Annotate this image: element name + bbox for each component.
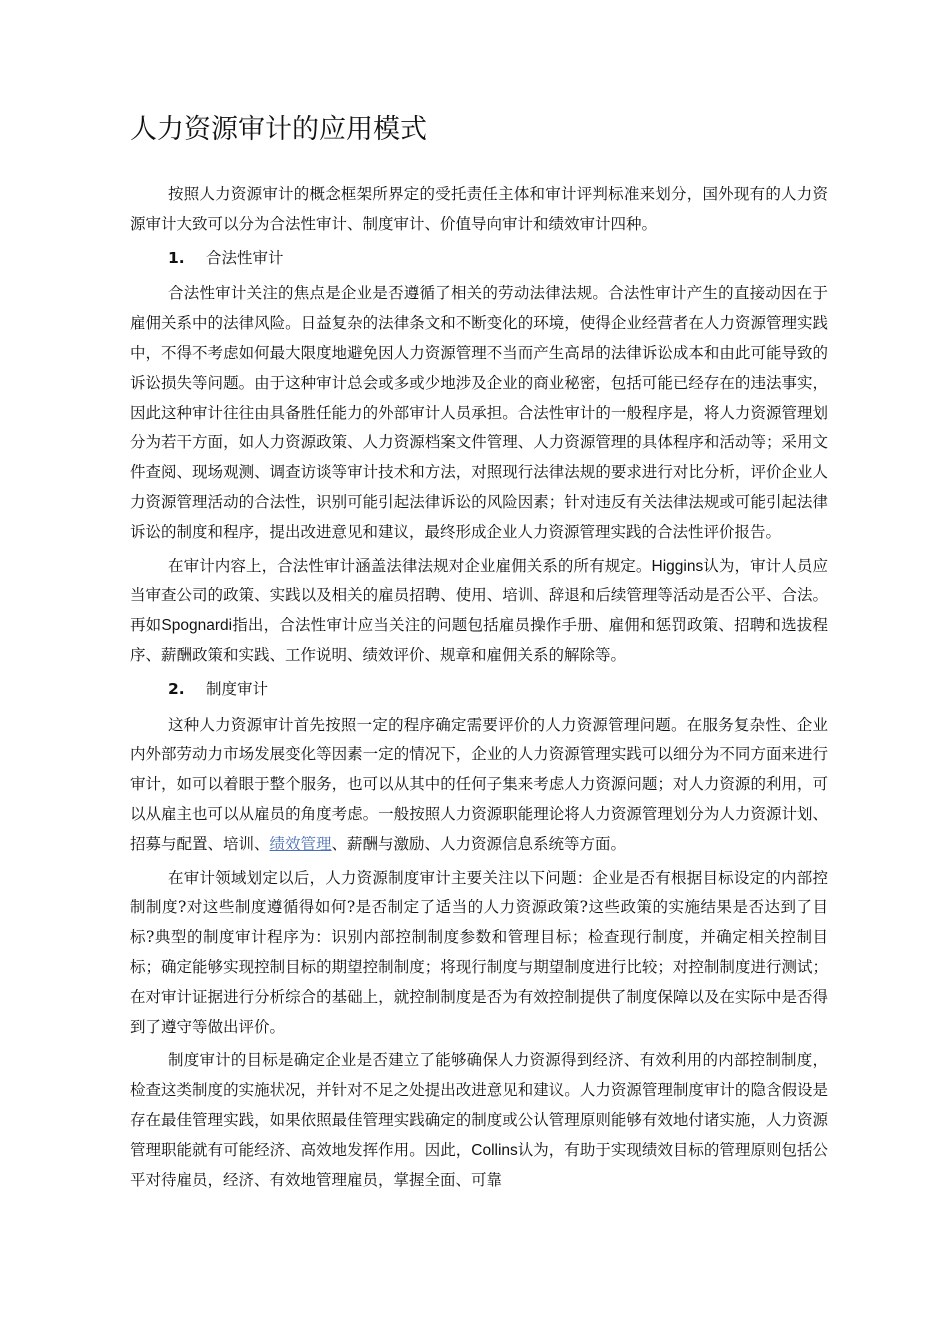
- text-run: 认为，有助于实现绩效目标的管理原则包括公平对待雇员，经济、有效地管理雇员，掌握全面、可靠: [130, 1140, 828, 1189]
- document-page: [130, 110, 828, 1199]
- text-run: 指出，合法性审计应当关注的问题包括雇员操作手册、雇佣和惩罚政策、招聘和选拔程序、薪酬政策和实践、工作说明、绩效评价、规章和雇佣关系的解除等。: [130, 616, 828, 664]
- legality-paragraph-2: [130, 552, 828, 671]
- performance-management-link[interactable]: 绩效管理: [269, 834, 332, 853]
- text-run: 在审计内容上，合法性审计涵盖法律法规对企业雇佣关系的所有规定。: [168, 556, 652, 575]
- text-run: 认为，审计人员应当审查公司的政策、实践以及相关的雇员招聘、使用、培训、辞退和后续管理等活动是否公平、合法。再如: [130, 556, 828, 635]
- section-title: 合法性审计: [206, 248, 284, 267]
- system-paragraph-3: [130, 1046, 828, 1195]
- section-number: 1.: [168, 248, 185, 267]
- text-run: 、薪酬与激励、人力资源信息系统等方面。: [331, 834, 627, 853]
- author-name: Spognardi: [161, 617, 233, 635]
- section-title: 制度审计: [206, 679, 269, 698]
- author-name: Collins: [471, 1141, 518, 1159]
- system-paragraph-2: 在审计领域划定以后，人力资源制度审计主要关注以下问题：企业是否有根据目标设定的内部控制制度?对这些制度遵循得如何?是否制定了适当的人力资源政策?这些政策的实施结果是否达到了目标?典型的制度审计程序为：识别内部控制制度参数和管理目标；检查现行制度，并确定相关控制目标；确定能够实现控制目标的期望控制制度；将现行制度与期望制度进行比较；对控制制度进行测试；在对审计证据进行分析综合的基础上，就控制制度是否为有效控制提供了制度保障以及在实际中是否得到了遵守等做出评价。: [130, 868, 828, 1036]
- legality-paragraph-1: 合法性审计关注的焦点是企业是否遵循了相关的劳动法律法规。合法性审计产生的直接动因在于雇佣关系中的法律风险。日益复杂的法律条文和不断变化的环境，使得企业经营者在人力资源管理实践中，不得不考虑如何最大限度地避免因人力资源管理不当而产生高昂的法律诉讼成本和由此可能导致的诉讼损失等问题。由于这种审计总会或多或少地涉及企业的商业秘密，包括可能已经存在的违法事实，因此这种审计往往由具备胜任能力的外部审计人员承担。合法性审计的一般程序是，将人力资源管理划分为若干方面，如人力资源政策、人力资源档案文件管理、人力资源管理的具体程序和活动等；采用文件查阅、现场观测、调查访谈等审计技术和方法，对照现行法律法规的要求进行对比分析，评价企业人力资源管理活动的合法性，识别可能引起法律诉讼的风险因素；针对违反有关法律法规或可能引起法律诉讼的制度和程序，提出改进意见和建议，最终形成企业人力资源管理实践的合法性评价报告。: [130, 284, 828, 541]
- text-run: 这种人力资源审计首先按照一定的程序确定需要评价的人力资源管理问题。在服务复杂性、企业内外部劳动力市场发展变化等因素一定的情况下，企业的人力资源管理实践可以细分为不同方面来进行审计，如可以着眼于整个服务，也可以从其中的任何子集来考虑人力资源问题；对人力资源的利用，可以从雇主也可以从雇员的角度考虑。一般按照人力资源职能理论将人力资源管理划分为人力资源计划、招募与配置、培训、: [130, 715, 828, 853]
- page-title: 人力资源审计的应用模式: [130, 114, 427, 145]
- intro-paragraph: 按照人力资源审计的概念框架所界定的受托责任主体和审计评判标准来划分，国外现有的人力资源审计大致可以分为合法性审计、制度审计、价值导向审计和绩效审计四种。: [130, 185, 828, 233]
- section-heading-legality: [130, 244, 828, 274]
- text-run: 制度审计的目标是确定企业是否建立了能够确保人力资源得到经济、有效利用的内部控制制度，检查这类制度的实施状况，并针对不足之处提出改进意见和建议。人力资源管理制度审计的隐含假设是存在最佳管理实践，如果依照最佳管理实践确定的制度或公认管理原则能够有效地付诸实施，人力资源管理职能就有可能经济、高效地发挥作用。因此，: [130, 1051, 828, 1159]
- section-heading-system: [130, 675, 828, 705]
- author-name: Higgins: [651, 557, 704, 575]
- section-number: 2.: [168, 679, 185, 698]
- system-paragraph-1: [130, 711, 828, 860]
